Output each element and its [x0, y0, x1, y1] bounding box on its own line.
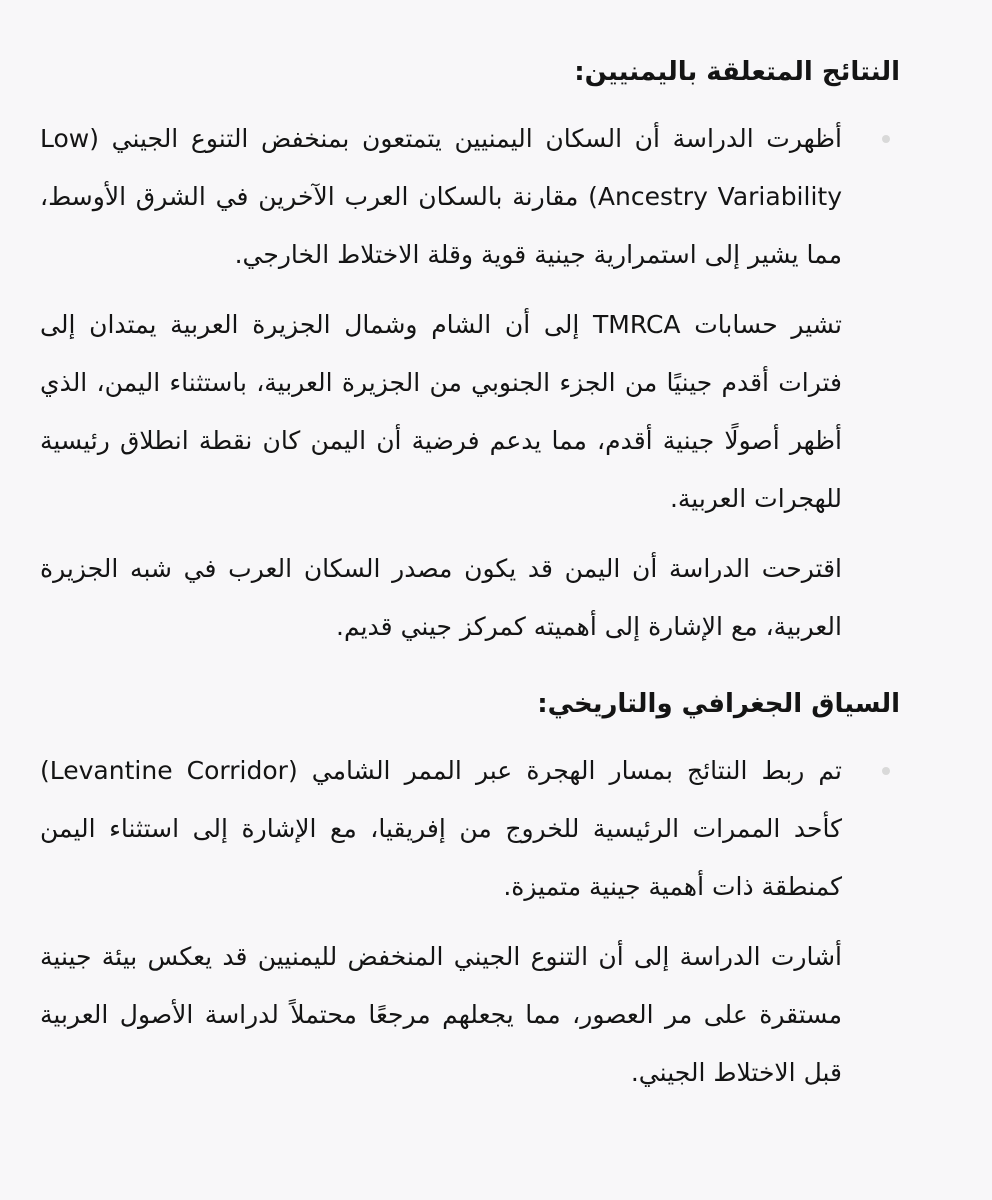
list-item-text: أظهرت الدراسة أن السكان اليمنيين يتمتعون بمنخفض التنوع الجيني (Low Ancestry Variability) مقارنة بالسكان العرب الآخرين في الشرق الأوسط، مما يشير إلى استمرارية جينية قوية وقلة الاختلاط الخارجي. [40, 124, 842, 269]
section-geographic-historical-context [40, 684, 900, 1102]
list-item [40, 540, 900, 656]
list-item [40, 296, 900, 528]
list-item [40, 110, 900, 284]
list-item [40, 928, 900, 1102]
section-heading: النتائج المتعلقة باليمنيين: [574, 57, 900, 87]
list-item [40, 742, 900, 916]
section-yemeni-results [40, 52, 900, 656]
bullet-list [40, 110, 900, 656]
list-item-text: أشارت الدراسة إلى أن التنوع الجيني المنخفض لليمنيين قد يعكس بيئة جينية مستقرة على مر العصور، مما يجعلهم مرجعًا محتملاً لدراسة الأصول العربية قبل الاختلاط الجيني. [40, 942, 842, 1087]
section-heading: السياق الجغرافي والتاريخي: [537, 689, 900, 719]
bullet-list [40, 742, 900, 1102]
list-item-text: تم ربط النتائج بمسار الهجرة عبر الممر الشامي (Levantine Corridor) كأحد الممرات الرئيسية للخروج من إفريقيا، مع الإشارة إلى استثناء اليمن كمنطقة ذات أهمية جينية متميزة. [40, 756, 842, 901]
list-item-text: اقترحت الدراسة أن اليمن قد يكون مصدر السكان العرب في شبه الجزيرة العربية، مع الإشارة إلى أهميته كمركز جيني قديم. [40, 554, 842, 641]
bullet-dot-icon [882, 767, 890, 775]
list-item-text: تشير حسابات TMRCA إلى أن الشام وشمال الجزيرة العربية يمتدان إلى فترات أقدم جينيًا من الجزء الجنوبي من الجزيرة العربية، باستثناء اليمن، الذي أظهر أصولًا جينية أقدم، مما يدعم فرضية أن اليمن كان نقطة انطلاق رئيسية للهجرات العربية. [40, 310, 842, 513]
bullet-dot-icon [882, 135, 890, 143]
